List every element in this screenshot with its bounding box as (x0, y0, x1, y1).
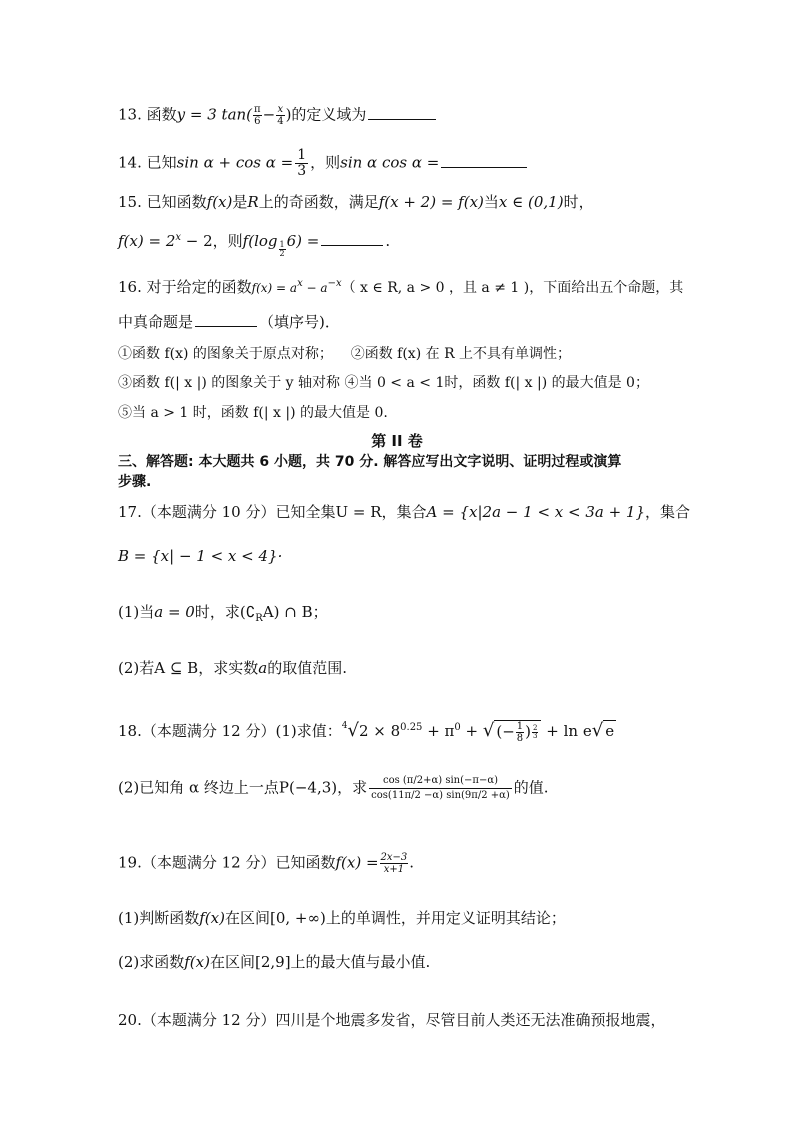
proposition-3: ③函数 f(| x |) 的图象关于 y 轴对称 (118, 375, 341, 391)
fraction: $\frac{2x-3}{x+1}$ (380, 852, 408, 875)
question-17-part-1: (1)当a = 0时，求$(∁_RA)$ ∩ B； (118, 603, 328, 624)
question-number: 14. (118, 153, 142, 172)
proposition-row-3 (118, 403, 388, 423)
radicand: (− $\frac{1}{8}$ ) $\frac{2}{3}$ (494, 720, 541, 744)
question-number: 15. (118, 193, 142, 211)
section-instructions: 三、解答题: 本大题共 6 小题，共 70 分. 解答应写出文字说明、证明过程或演算 (118, 454, 622, 470)
proposition-row-1 (118, 344, 571, 364)
question-18: 18.（本题满分 12 分）(1)求值：$^4√2 \times 8^{0.25} + \pi^0$ + √ (− $\frac{1}{8}$ ) $\frac{2}{3}$ + ln e√ e (118, 720, 615, 744)
math-expression: y = 3 tan( (176, 105, 253, 124)
question-20: 20.（本题满分 12 分）四川是个地震多发省，尽管目前人类还无法准确预报地震， (118, 1011, 666, 1029)
question-text: 函数 (146, 105, 177, 124)
question-number: 16. (118, 278, 142, 296)
question-14: 14. 已知sin α + cos α = $\frac{1}{3}$ ，则sin α cos α = (118, 148, 529, 179)
fraction: $\frac{1}{3}$ (297, 147, 307, 179)
proposition-4: ④当 0 < a < 1时，函数 f(| x |) 的最大值是 0； (344, 375, 649, 391)
fraction: $\frac{x}{4}$ (277, 104, 284, 127)
question-19-part-2: (2)求函数f(x)在区间[2,9]上的最大值与最小值. (118, 953, 431, 971)
answer-blank[interactable] (441, 166, 527, 168)
question-18-part-2: (2)已知角 α 终边上一点P(−4,3)，求 $\frac{\cos (\pi/2+\alpha) \sin(-\pi-\alpha)}{\cos(11\pi/2 -\alpha) \sin(9\pi/2 +\alpha)}$ 的值. (118, 775, 549, 801)
question-16: 16. 对于给定的函数$f(x) = a^x - a^{-x}$（ x ∈ R, a > 0 ，且 a ≠ 1 )，下面给出五个命题，其 (118, 278, 684, 296)
question-19: 19.（本题满分 12 分）已知函数f(x) = $\frac{2x-3}{x+1}$ . (118, 852, 415, 875)
question-13: 13. 函数y = 3 tan( $\frac{\pi}{6}$ − $\frac{x}{4}$ )的定义域为 (118, 104, 438, 127)
question-text: 已知 (146, 153, 177, 172)
question-19-part-1: (1)判断函数f(x)在区间[0, +∞)上的单调性，并用定义证明其结论； (118, 909, 566, 927)
fraction: $\frac{\pi}{6}$ (254, 104, 261, 127)
question-17-set-b: B = {x| − 1 < x < 4}· (118, 547, 283, 565)
section-title: 第 II 卷 (371, 432, 423, 450)
proposition-5: ⑤当 a > 1 时，函数 f(| x |) 的最大值是 0. (118, 405, 388, 421)
question-17: 17.（本题满分 10 分）已知全集U = R，集合A = {x|2a − 1 < x < 3a + 1}，集合 (118, 503, 691, 521)
math-expression: sin α cos α = (340, 153, 440, 172)
answer-blank[interactable] (321, 244, 383, 246)
question-15: 15. 已知函数f(x)是R上的奇函数，满足f(x + 2) = f(x)当x ∈ (0,1)时， (118, 193, 594, 211)
log-base: $\frac{1}{2}$ (279, 240, 285, 258)
question-17-part-2: (2)若A ⊆ B，求实数a的取值范围. (118, 659, 347, 677)
math-expression: sin α + cos α = (176, 153, 294, 172)
proposition-2: ②函数 f(x) 在 R 上不具有单调性； (350, 346, 572, 362)
question-15-line-2: $f(x) = 2^x - 2$，则f(log $\frac{1}{2}$ 6) = . (118, 232, 391, 258)
question-16-line-2: 中真命题是 （填序号)． (118, 313, 340, 331)
trig-fraction: $\frac{\cos (\pi/2+\alpha) \sin(-\pi-\alpha)}{\cos(11\pi/2 -\alpha) \sin(9\pi/2 +\alpha)}$ (371, 775, 510, 801)
section-instructions-2: 步骤. (118, 474, 152, 490)
question-text: 的定义域为 (291, 105, 367, 124)
answer-blank[interactable] (195, 325, 257, 327)
answer-blank[interactable] (368, 118, 436, 120)
proposition-row-2 (118, 373, 649, 393)
question-number: 13. (118, 105, 142, 124)
proposition-1: ①函数 f(x) 的图象关于原点对称； (118, 346, 333, 362)
